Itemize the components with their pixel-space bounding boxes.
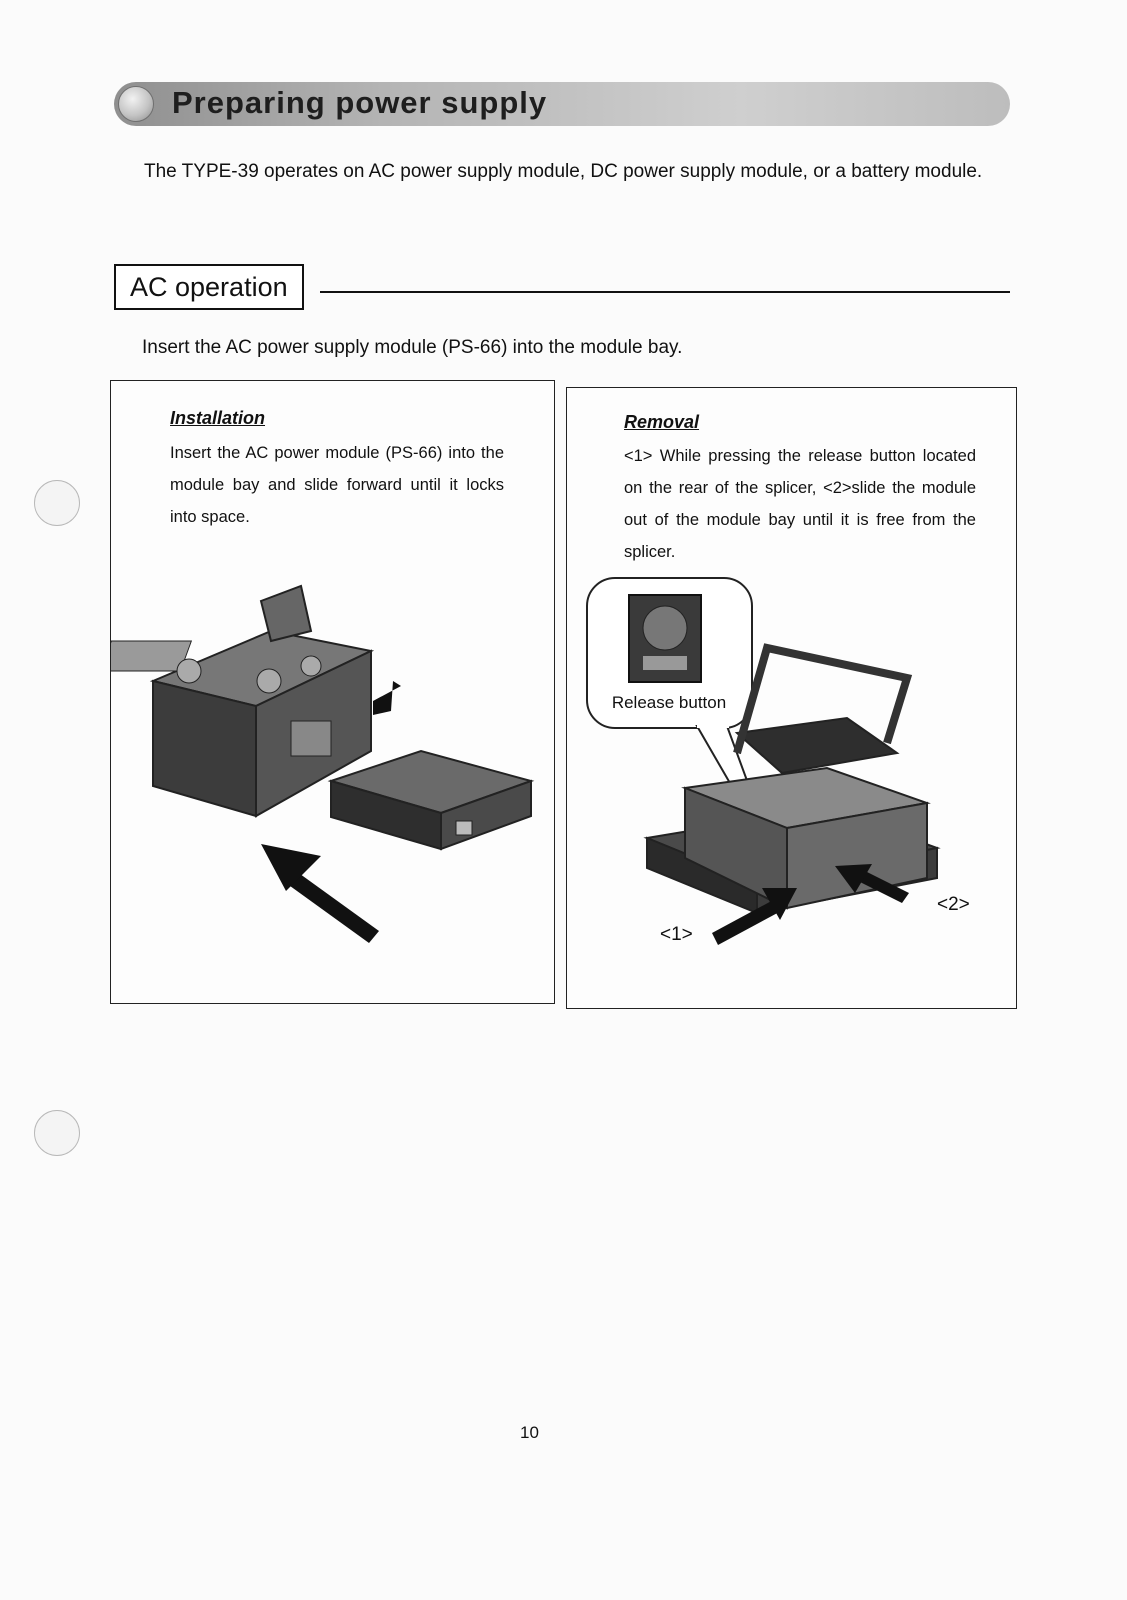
callout-label: Release button bbox=[611, 693, 727, 712]
intro-text: The TYPE-39 operates on AC power supply module, DC power supply module, or a battery module. bbox=[144, 161, 983, 182]
section-heading-label: AC operation bbox=[114, 264, 304, 310]
installation-heading: Installation bbox=[170, 408, 266, 428]
installation-text: Insert the AC power module (PS-66) into the module bay and slide forward until it locks into space. bbox=[170, 444, 504, 526]
installation-panel bbox=[110, 380, 555, 1004]
section-heading bbox=[114, 264, 1010, 312]
removal-text: <1> While pressing the release button located on the rear of the splicer, <2>slide the module out of the module bay until it is free from the splicer. bbox=[624, 447, 976, 561]
binder-hole-icon bbox=[34, 1110, 80, 1156]
section-rule bbox=[320, 291, 1010, 293]
title-bullet-icon bbox=[118, 86, 154, 122]
arrow-icon bbox=[373, 681, 401, 715]
page-number: 10 bbox=[520, 1423, 539, 1442]
binder-hole-icon bbox=[34, 480, 80, 526]
splicer-illustration bbox=[567, 388, 1016, 1008]
section-title-bar bbox=[114, 82, 1010, 126]
removal-panel bbox=[566, 387, 1017, 1009]
removal-heading: Removal bbox=[624, 412, 700, 432]
marker-1: <1> bbox=[660, 924, 693, 945]
arrow-icon bbox=[261, 844, 379, 943]
marker-2: <2> bbox=[937, 894, 970, 915]
page-title: Preparing power supply bbox=[172, 85, 548, 120]
section-text: Insert the AC power supply module (PS-66) into the module bay. bbox=[142, 337, 683, 358]
splicer-illustration bbox=[111, 381, 554, 1003]
